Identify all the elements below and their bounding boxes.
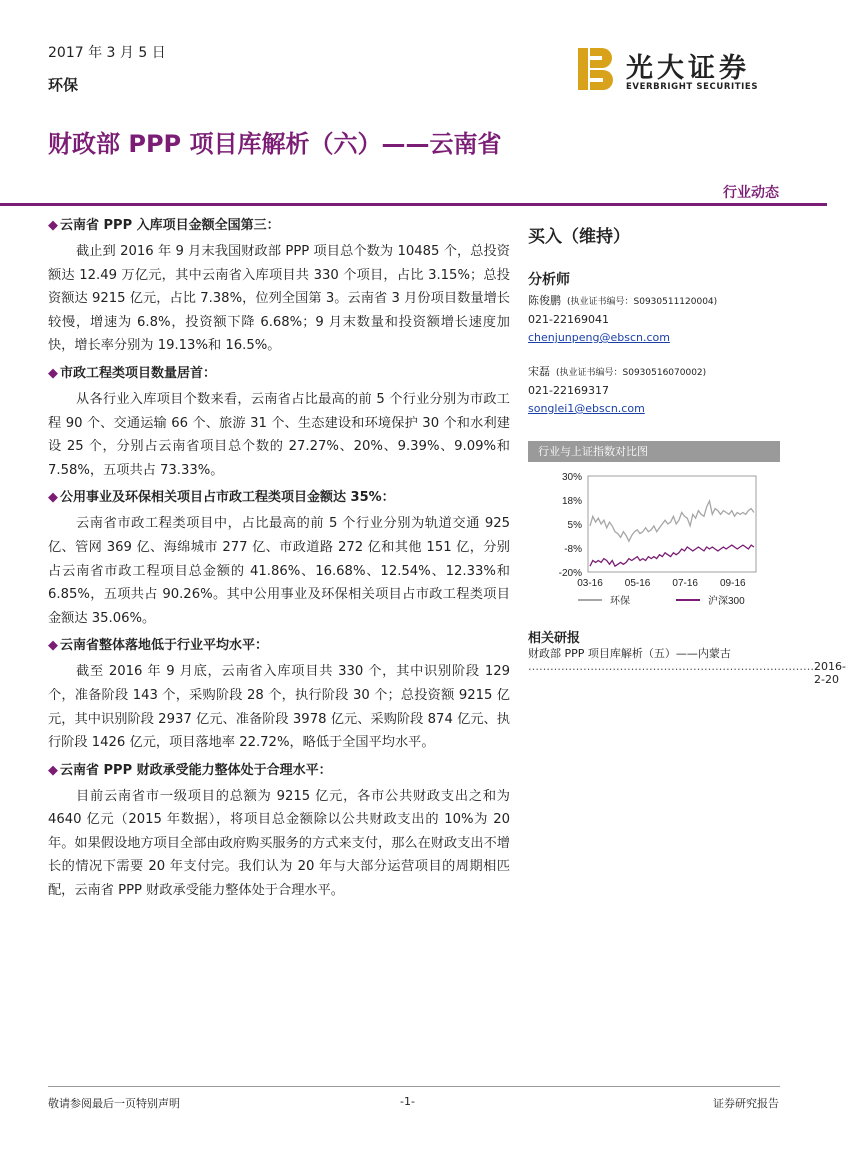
diamond-bullet-icon: ◆: [48, 762, 58, 778]
sidebar: [528, 222, 780, 418]
analyst-email-link[interactable]: chenjunpeng@ebscn.com: [528, 331, 670, 344]
y-tick-label: -20%: [558, 568, 582, 579]
related-report-link[interactable]: 财政部 PPP 项目库解析（五）——内蒙古: [528, 647, 731, 660]
analyst-name: 宋磊: [528, 365, 550, 378]
section-heading: [48, 215, 510, 237]
section-body: 截止到 2016 年 9 月末我国财政部 PPP 项目总个数为 10485 个，总投资额达 12.49 万亿元，其中云南省入库项目共 330 个项目，占比 3.15%；总投资额达 9215 亿元，占比 7.38%，位列全国第 3。云南省 3 月份项目数量增长较慢，增速为 6.8%，投资额下降 6.68%；9 月末数量和投资额增长速度加快，增长率分别为 19.13%和 16.5%。: [48, 244, 510, 354]
section-body: 云南省市政工程类项目中，占比最高的前 5 个行业分别为轨道交通 925 亿、管网 369 亿、海绵城市 277 亿、市政道路 272 亿和其他 151 亿，分别占云南省市政工程项目总金额的 41.86%、16.68%、12.54%、12.33%和 6.85%，五项共占 90.26%。其中公用事业及环保相关项目占市政工程类项目金额达 35.06%。: [48, 516, 510, 626]
section-heading: [48, 363, 510, 385]
analyst-card: [528, 292, 780, 347]
section-1: [48, 215, 510, 358]
diamond-bullet-icon: ◆: [48, 638, 58, 654]
legend-label: 沪深300: [708, 596, 745, 607]
x-tick-label: 03-16: [577, 578, 603, 589]
section-heading-text: 公用事业及环保相关项目占市政工程类项目金额达 35%：: [60, 490, 395, 506]
section-body: 截至 2016 年 9 月底，云南省入库项目共 330 个，其中识别阶段 129 个，准备阶段 143 个，采购阶段 28 个，执行阶段 30 个；总投资额 9215 亿元，其中识别阶段 2937 亿元、准备阶段 3978 亿元、采购阶段 874 亿元、执行阶段 1426 亿元，项目落地率 22.72%，略低于全国平均水平。: [48, 664, 510, 751]
header-divider: [0, 203, 827, 206]
analyst-card: [528, 363, 780, 418]
legend-label: 环保: [610, 596, 630, 607]
section-4: [48, 635, 510, 754]
x-tick-label: 09-16: [720, 578, 746, 589]
everbright-logo-icon: [578, 48, 612, 90]
sector-label: 环保: [48, 76, 79, 94]
section-body: 目前云南省市一级项目的总额为 9215 亿元，各市公共财政支出之和为 4640 亿元（2015 年数据），将项目总金额除以公共财政支出的 10%为 20 年。如果假设地方项目全部由政府购买服务的方式来支付，那么在财政支出不增长的情况下需要 20 年支付完。我们认为 20 年与大部分运营项目的周期相匹配，云南省 PPP 财政承受能力整体处于合理水平。: [48, 788, 510, 899]
report-date: 2017 年 3 月 5 日: [48, 45, 166, 61]
rating: 买入（维持）: [528, 227, 630, 247]
analyst-license: (执业证书编号：S0930516070002): [556, 368, 707, 378]
analyst-phone: 021-22169317: [528, 384, 609, 397]
series-line-环保: [590, 501, 754, 541]
chart-plot: [528, 462, 780, 617]
section-heading-text: 市政工程类项目数量居首：: [60, 365, 217, 381]
y-tick-label: 18%: [561, 496, 582, 507]
diamond-bullet-icon: ◆: [48, 218, 58, 233]
logo-chinese-text: 光大证券: [626, 53, 750, 84]
footer-divider: [48, 1086, 780, 1087]
footer-disclaimer: 敬请参阅最后一页特别声明: [48, 1097, 180, 1110]
section-heading: [48, 487, 510, 509]
analyst-phone: 021-22169041: [528, 313, 609, 326]
x-tick-label: 05-16: [624, 578, 651, 589]
analyst-email-link[interactable]: songlei1@ebscn.com: [528, 402, 645, 415]
section-2: [48, 363, 510, 482]
section-body: 从各行业入库项目个数来看，云南省占比最高的前 5 个行业分别为市政工程 90 个、交通运输 66 个、旅游 31 个、生态建设和环境保护 30 个和水利建设 25 个，分别占云南省项目总个数的 27.27%、20%、9.39%、9.09%和 7.58%，五项共占 73.33%。: [48, 391, 510, 478]
diamond-bullet-icon: ◆: [48, 365, 58, 381]
related-report-date: 2016-2-20: [814, 660, 846, 686]
y-tick-label: 30%: [561, 472, 582, 483]
plot-frame: [588, 476, 756, 572]
report-type: 行业动态: [723, 185, 779, 201]
diamond-bullet-icon: ◆: [48, 490, 58, 506]
related-research-heading: 相关研报: [528, 631, 581, 646]
x-tick-label: 07-16: [672, 578, 698, 589]
section-heading: [48, 760, 510, 782]
report-title: 财政部 PPP 项目库解析（六）——云南省: [48, 130, 502, 158]
section-heading: [48, 635, 510, 657]
y-tick-label: -8%: [564, 544, 582, 555]
section-heading-text: 云南省 PPP 入库项目金额全国第三：: [60, 218, 280, 233]
section-heading-text: 云南省 PPP 财政承受能力整体处于合理水平：: [60, 762, 332, 778]
analyst-heading: 分析师: [528, 272, 570, 288]
section-5: [48, 760, 510, 903]
dot-leader: ……………………………………………………………………: [528, 660, 814, 673]
page-number: -1-: [400, 1095, 415, 1108]
main-content: [48, 215, 510, 908]
y-tick-label: 5%: [567, 520, 582, 531]
section-heading-text: 云南省整体落地低于行业平均水平：: [60, 638, 269, 654]
section-3: [48, 487, 510, 630]
analyst-license: (执业证书编号：S0930511120004): [567, 297, 718, 307]
brand-logo: [578, 46, 778, 94]
analyst-name: 陈俊鹏: [528, 294, 561, 307]
comparison-chart: [528, 441, 780, 617]
logo-english-text: EVERBRIGHT SECURITIES: [626, 82, 759, 92]
footer-doc-type: 证券研究报告: [713, 1097, 779, 1110]
chart-title: 行业与上证指数对比图: [528, 441, 780, 462]
related-report-date-row: [528, 660, 846, 686]
series-line-沪深300: [590, 545, 754, 566]
